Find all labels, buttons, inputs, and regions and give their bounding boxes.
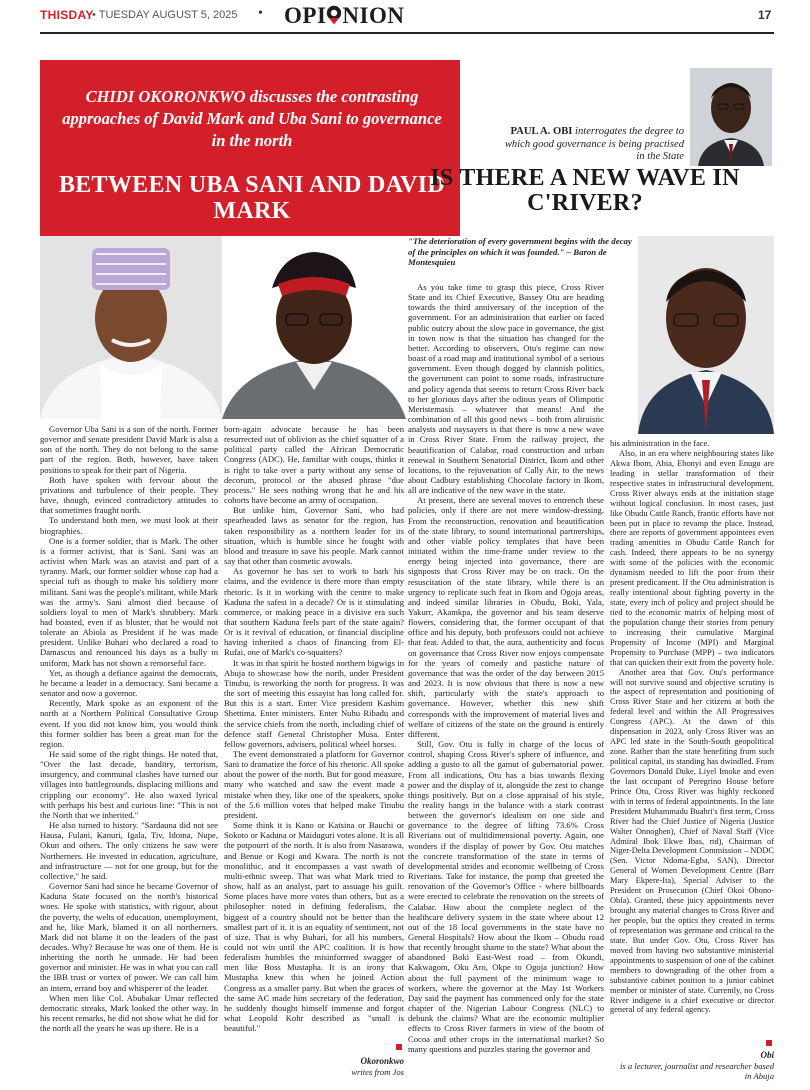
paragraph: Another area that Gov. Otu's performance will not survive sound and objective scrutiny is the aspect of representation and positioning of Cross River State and her citizens at both the federal level and within the All Progressives Congress (APC). At the dawn of this dispensation in 2023, only Cross River was an APC led state in the South-South geopolitical zone. Rather than the state benefiting from such political capital, its standing has dwindled. From Governors Donald Duke, Liyel Imoke and even the last occupant of Peregrino House before Prince Otu, Cross River was highly reckoned with in terms of federal appointments. In the late President Muhammadu Buahri's first term, Cross River had the Chief Justice of Nigeria (Justice Walter Onnoghen), Chief of Naval Staff (Vice Admiral Ibok Ekwe Ibas, rtd), Chairman of Niger-Delta Development Commission – NDDC (Sen. Victor Ndoma-Egba, SAN), Director General of Women Development Centre (Barr Mary Ekpere-Ita), Special Adviser to the President on Prosecution (Chief Okoi Obono-Obla). Granted, these juicy appointments never brought any material changes to Cross River and her people, but the optics they created in terms of representation was germane and critical to the state. But under Gov. Otu, Cross River has moved from having two substantive ministerial appointments to suspension of one of the cabinet members to downgrading of the other from a substantive cabinet position to a junior cabinet member or minister of state. Currently, no Cross River indigene is a chief executive or director general of any federal agency. [610, 667, 774, 1015]
left-article-signature [300, 1056, 404, 1077]
paragraph: Governor Sani had since he became Governor of Kaduna State focused on the north's historical woes. He spoke with statistics, with rigour, about the poverty, the welts of education, unemployment, and he, like Mark, blamed it on all northerners. Mark did not blame it on the leaders of the past decades. Why? Because he was one of them. He is inheriting the north he unmade. He had been governor and minister. He was in what you can call the IBB trust or vortex of power. We can call him an intern, errand boy and whisperer of the leader. [40, 881, 218, 993]
paragraph: Still, Gov. Otu is fully in charge of the locus of control, shaping Cross River's sphere of influence, and adding a gusto to all the gamut of gubernatorial power. From all indications, Otu has a bias towards flexing power and the display of it, alongside the zest to change things positively. But on a close appraisal of his style, the reality hangs in the balance with a stark contrast between the governor's idealism on one side and governance to the degree of lifting 73.6% Cross Riverians out of multidimensional poverty. Again, one wonders if the display of power by Gov. Otu matches the concrete transformation of the state in terms of developmental strides and economic wellbeing of Cross Riverians. Take for instance, the pomp that greeted the renovation of the Governor's Office - where billboards were erected to celebrate the renovation on the streets of Calabar. How about the complete neglect of the healthcare delivery system in the state where about 12 out of the 18 local governments in the state have no General Hospitals? How about the Ikom – Obudu road that recently brought shame to the state? What about the abandoned Boki East-West road – from Okundi, Kakwagom, Oku Aro, Okpe to Ogoja junction? How about the full payment of the minimum wage to workers, where the governor at the May 1st Workers Day said the payment has commenced only for the state chapter of the Nigerian Labour Congress (NLC) to debunk the claims? What are the economic multiplier effects to Cross River farmers in view of the boom of Cocoa and other crops in the international market? So many questions and puzzles staring the governor and [408, 739, 604, 1054]
paragraph: One is a former soldier, that is Mark. The other is a former activist, that is Sani. Sani was an activist when Mark was an atavist and part of a tyranny. Mark, our former soldier whose cap had a special tuft as though to make his soldiery more militant. Sani was the people's militant, while Mark was the army's. Sani almost died because of soldiers loyal to men of Mark's shrubbery. Mark had boasted, even if as bluster, that he would not tolerate an Abiola as President if he was made president. Unlike Buhari who declared a road to Damascus and renounced his days as a bully in uniform, Mark has not shown a remorseful face. [40, 535, 218, 668]
left-signature-name: Okoronkwo [360, 1056, 404, 1066]
end-mark [766, 1040, 772, 1046]
paragraph: He said some of the right things. He noted that, "Over the last decade, banditry, terrorism, insurgency, and communal clashes have turned our villages into battlegrounds, displacing millions and crippling our economy". He also waxed lyrical with perhaps his best and curious line: "This is not the North that we inherited." [40, 749, 218, 820]
paragraph: He also turned to history. "Sardauna did not see Hausa, Fulani, Kanuri, Igala, Tiv, Idoma, Nupe, Okun and others. The only citizens he saw were Northerners. He invested in education, agriculture, and infrastructure — not for one group, but for the collective," he said. [40, 820, 218, 881]
issue-date: • TUESDAY AUGUST 5, 2025 [92, 9, 238, 21]
masthead-brand: THISDAY [40, 8, 94, 22]
left-article-column-1 [40, 424, 218, 1088]
left-article-column-2 [224, 424, 404, 1036]
header-separator-dot: • [258, 6, 263, 21]
right-article-column-1 [408, 282, 604, 1088]
section-title-post: NION [342, 3, 405, 28]
right-signature-name: Obi [760, 1050, 774, 1060]
section-title [284, 3, 404, 29]
page-number: 17 [758, 8, 772, 22]
paragraph: Both have spoken with fervour about the privations and turbulence of their people. They have, though, evinced contradictory attitudes to that sometimes fraught north. [40, 474, 218, 516]
left-signature-text: writes from Jos [351, 1067, 404, 1077]
left-article-title: BETWEEN UBA SANI AND DAVID MARK [58, 172, 446, 224]
end-mark [396, 1044, 402, 1050]
right-article-intro-text: interrogates the degree to which good governance is being practised in the State [504, 126, 684, 162]
paul-obi-portrait [690, 68, 772, 166]
paragraph: his administration in the face. [610, 439, 710, 448]
right-article-intro [496, 126, 684, 164]
paragraph: Also, in an era where neighbouring states like Akwa Ibom, Abia, Ebonyi and even Enugu are leading in stellar transformation of their respective states in infrastructural development, Cross River always ends at the initiation stage without logical conclusion. In most cases, just like Obudu Cattle Ranch, frantic efforts have not been put in place to revamp the place. Instead, there are reports of government appointees even trading amenities in Obudu Cattle Ranch for cash. Indeed, there appears to be no synergy with some of the policies with the economic dynamism needed to lift the poor from their present predicament. If the Otu administration is really intentional about fighting poverty in the state, every inch of policy and project should be tied to the economic matrix of helping most of the population change their stories from penury to increasing their cumulative Marginal Propensity of Income (MPI) and Marginal Propensity to Purchase (MPP) – two indicators that can quicken their exit from the poverty hole. [610, 448, 774, 667]
paragraph: born-again advocate because he has been resurrected out of oblivion as the chief squatter of a political party called the African Democratic Congress (ADC). He, familiar with coups, thinks it is right to take over a party without any sense of decorum, protocol or the abused phrase "due process." He sees nothing wrong that he and his cohorts have become an army of occupation. [224, 424, 404, 506]
right-article-column-2 [610, 439, 774, 1037]
left-article-subhead: CHIDI OKORONKWO discusses the contrasting approaches of David Mark and Uba Sani to governance in the north [62, 87, 442, 150]
right-article-author: PAUL A. OBI [510, 126, 573, 137]
paragraph: But unlike him, Governor Sani, who had spearheaded laws as senator for the region, has taken responsibility as a northern leader for its situation, which is humble since he fought with blood and treasure to save his people. Mark cannot say that other than cosmetic avowals. [224, 505, 404, 567]
paragraph: As governor he has set to work to bark his claims, and the evidence is there more than empty rhetoric. Is it in working with the centre to make Kaduna the safest in a decade? Or is it stimulating commerce, or making peace in a divisive era such that southern Kaduna feels part of the state again? Or is it revival of education, or financial discipline having inherited a chaos of financing from El-Rufai, one of Mark's co-squatters? [224, 566, 404, 658]
paragraph: Some think it is Kano or Katsina or Bauchi or Sokoto or Kaduna or Maiduguri votes alone. It is all the potpourri of the north. It is also from Nasarawa, and Benue or Kogi and Kwara. The north is not monolithic, and it encompasses a vast swath of multi-ethnic sweep. That was what Mark tried to show, half as an analyst, part to assuage his guilt. Some places have more votes than others, but as a philosopher noted in defining federalism, the biggest of a country should not be better than the smallest part of it. it is an equality of sentiment, not of size. That is why Buhari, for all his numbers, could not win until the APC coalition. It is how federalism humbles the misinformed swagger of men like Boss Mustapha. It is an irony that Mustapha knew this when he joined Action Congress as a smaller party. But when the graces of the same AC made him secretary of the federation, he suddenly thought himself immense and forgot what Leopold Kohr described as "small is beautiful." [224, 820, 404, 1034]
paragraph: Governor Uba Sani is a son of the north. Former governor and senate president David Mark is also a son of the north. They do not belong to the same part of the region. Both, however, have taken positions to speak for their part of Nigeria. [40, 424, 218, 475]
paragraph: To understand both men, we must look at their biographies. [40, 515, 218, 536]
right-signature-text: is a lecturer, journalist and researcher based in Abuja [620, 1061, 774, 1081]
right-article-signature [614, 1050, 774, 1081]
header-rule [40, 32, 774, 34]
right-article-title: IS THERE A NEW WAVE IN C'RIVER? [430, 165, 740, 216]
epigraph-quote: "The deterioration of every government begins with the decay of the principles on which it was founded." – Baron de Montesquieu [408, 236, 632, 267]
david-mark-portrait [222, 240, 406, 419]
paragraph: Recently, Mark spoke as an exponent of the north at a Northern Political Consultative Group event. If you did not know him, you would think this former soldier has been a great man for the region. [40, 698, 218, 749]
uba-sani-portrait [40, 236, 222, 419]
bassey-otu-portrait [638, 236, 774, 434]
issue-date-text: TUESDAY AUGUST 5, 2025 [98, 9, 238, 21]
paragraph: When men like Col. Abubakar Umar reflected democratic streaks, Mark looked the other way. In his recent remarks, he did not show what he did for the north all the years he was up there. He is a [40, 992, 218, 1034]
paragraph: As you take time to grasp this piece, Cross River State and its Chief Executive, Bassey Otu are heading towards the third anniversary of the inception of the government. For an administration that earlier on faced public outcry about the slow pace in governance, the gist in town now is that the situation has changed for the better. According to observers, Otu's regime can now boast of a road map and institutional symbol of a serious government. Even though dogged by clannish politics, the government can point to some roads, infrastructure and policy agenda that seems to return Cross River back to her glorious days after the odious years of Olimpotic Meristemasis – whatever that means! And the combination of all this good news – both from altruistic analysts and naysayers is that there is now a new wave in Cross River State. From the railway project, the beautification of Calabar, road construction and urban renewal in Southern Senatorial District, Ikom and other locations, to the rejuvenation of Cally Air, to the news about Cadbury establishing Chocolate factory in Ikom, all are indicative of the new wave in the state. [408, 282, 604, 496]
paragraph: It was in that spirit he hosted northern bigwigs in Abuja to showcase how the north, under President Tinubu, is reworking the north for progress. It was the sort of meeting this essayist has long called for. But this is a start. Enter Vice president Kashim Shettima. Enter ministers. Enter Nuhu Ribadu and the service chiefs from the north, including chief of defence staff General Christopher Musa. Enter fellow governors, advisers, political wheel horses. [224, 657, 404, 749]
section-title-pre: OPI [284, 3, 327, 28]
paragraph: At present, there are several moves to entrench these policies, only if there are not mere window-dressing. From the reconstruction, renovation and beautification of the state library, to sound international partnerships, and other viable policy templates that have been initiated within the time-frame under review to the energy being injected into governance, there are signposts that Cross River may be on track. On the resuscitation of the state library, while there is an urgency to replicate such feat in Ikom and Ogoja areas, and indeed similar libraries in Obudu, Boki, Yala, Yakurr, Akamkpa, the governor and his team deserve flowers, considering that, the former occupant of that office and his deputy, both professors could not achieve that feat. Added to that, the aura, authenticity and focus on governance that Cross River now enjoys compensate for the years of comedy and pastiche nature of governance that was the order of the day between 2015 and 2023. It is now obvious that there is now a new shift, particularly with the state's approach to governance. However, whether this new shift corresponds with the improvement of material lives and welfare of citizens of the state on the ground is entirely different. [408, 495, 604, 739]
paragraph: Yet, as though a defiance against the democrats, he became a leader in a democracy. Sani became a senator and now a governor. [40, 667, 218, 699]
paragraph: The event demonstrated a platform for Governor Sani to dramatize the force of his rhetoric. All spoke about the power of the north. But for good measure, many who watched and saw the event made a mistake when they, like one of the speakers, spoke of the 5.6 million votes that helped make Tinubu president. [224, 749, 404, 820]
location-pin-icon [325, 5, 343, 25]
